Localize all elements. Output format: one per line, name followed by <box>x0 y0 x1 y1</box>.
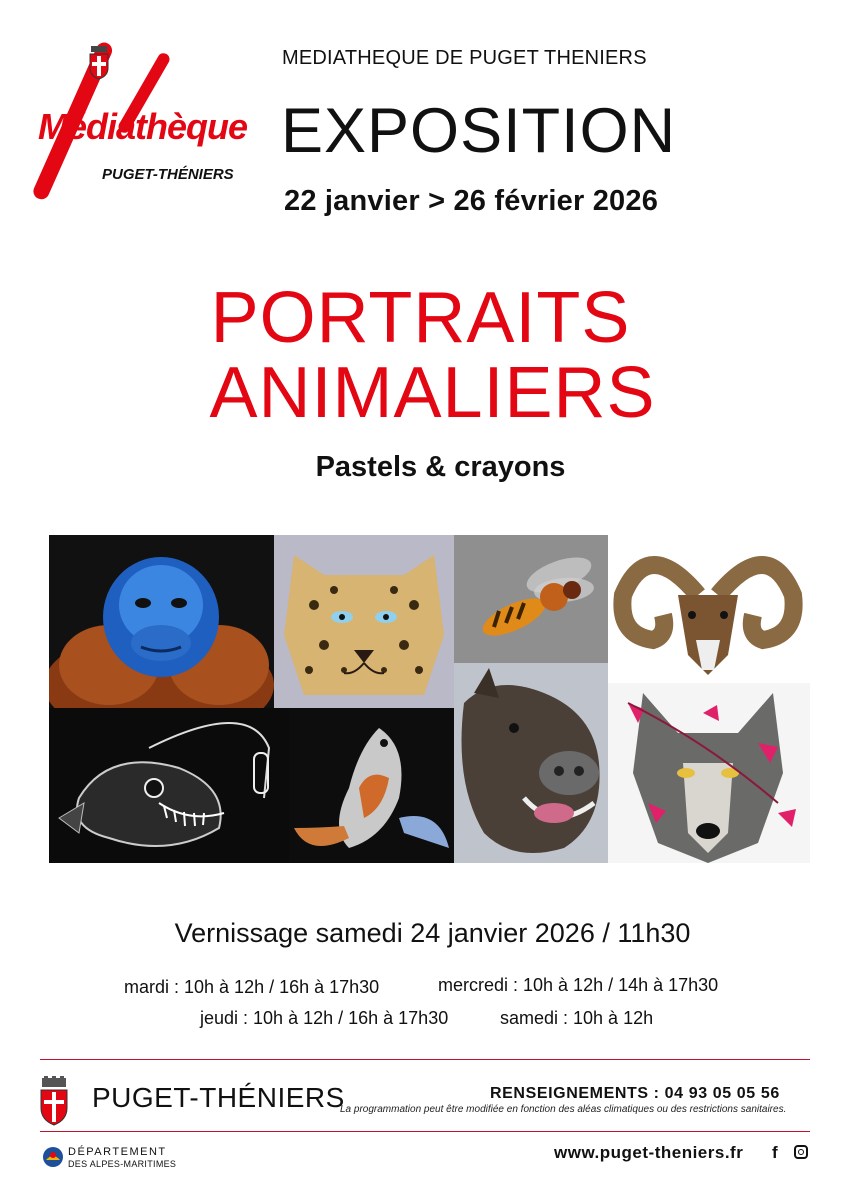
title-line-2: ANIMALIERS <box>209 353 656 433</box>
footer-town-name: PUGET-THÉNIERS <box>92 1082 345 1113</box>
artwork-orangutan <box>49 535 274 708</box>
logo-town: PUGET-THÉNIERS <box>102 166 234 183</box>
crest-icon <box>88 46 110 80</box>
program-note: La programmation peut être modifiée en fonction des aléas climatiques ou des restrictions sanitaires. <box>340 1104 787 1115</box>
venue-name: MEDIATHEQUE DE PUGET THENIERS <box>282 47 647 69</box>
hours-samedi: samedi : 10h à 12h <box>500 1008 654 1028</box>
mediatheque-logo <box>30 40 255 200</box>
artwork-wolf <box>608 683 810 863</box>
divider-bottom <box>40 1131 810 1132</box>
contact-phone: RENSEIGNEMENTS : 04 93 05 05 56 <box>490 1085 780 1102</box>
departement-name: DÉPARTEMENT <box>68 1146 167 1158</box>
hours-mardi: mardi : 10h à 12h / 16h à 17h30 <box>124 977 380 997</box>
vernissage: Vernissage samedi 24 janvier 2026 / 11h30 <box>174 918 691 948</box>
artwork-wild-boar <box>454 663 608 863</box>
departement-subtitle: DES ALPES-MARITIMES <box>68 1159 177 1169</box>
facebook-icon[interactable]: f <box>772 1143 778 1162</box>
title-line-1: PORTRAITS <box>210 278 631 358</box>
crest-icon <box>38 1076 70 1126</box>
event-type: EXPOSITION <box>281 96 677 166</box>
departement-logo-icon <box>42 1146 64 1168</box>
artwork-anglerfish <box>49 708 289 863</box>
artwork-koi <box>289 708 454 863</box>
hours-mercredi: mercredi : 10h à 12h / 14h à 17h30 <box>438 975 719 995</box>
divider-top <box>40 1059 810 1060</box>
artwork-hoverfly <box>454 535 608 663</box>
artwork-leopard <box>274 535 454 708</box>
artwork-mouflon <box>608 535 810 683</box>
website-link[interactable]: www.puget-theniers.fr <box>554 1143 744 1162</box>
instagram-icon[interactable] <box>794 1145 808 1159</box>
subtitle: Pastels & crayons <box>315 451 566 483</box>
event-dates: 22 janvier > 26 février 2026 <box>284 185 659 217</box>
logo-wordmark: Médiathèque <box>38 106 248 147</box>
hours-jeudi: jeudi : 10h à 12h / 16h à 17h30 <box>200 1008 449 1028</box>
